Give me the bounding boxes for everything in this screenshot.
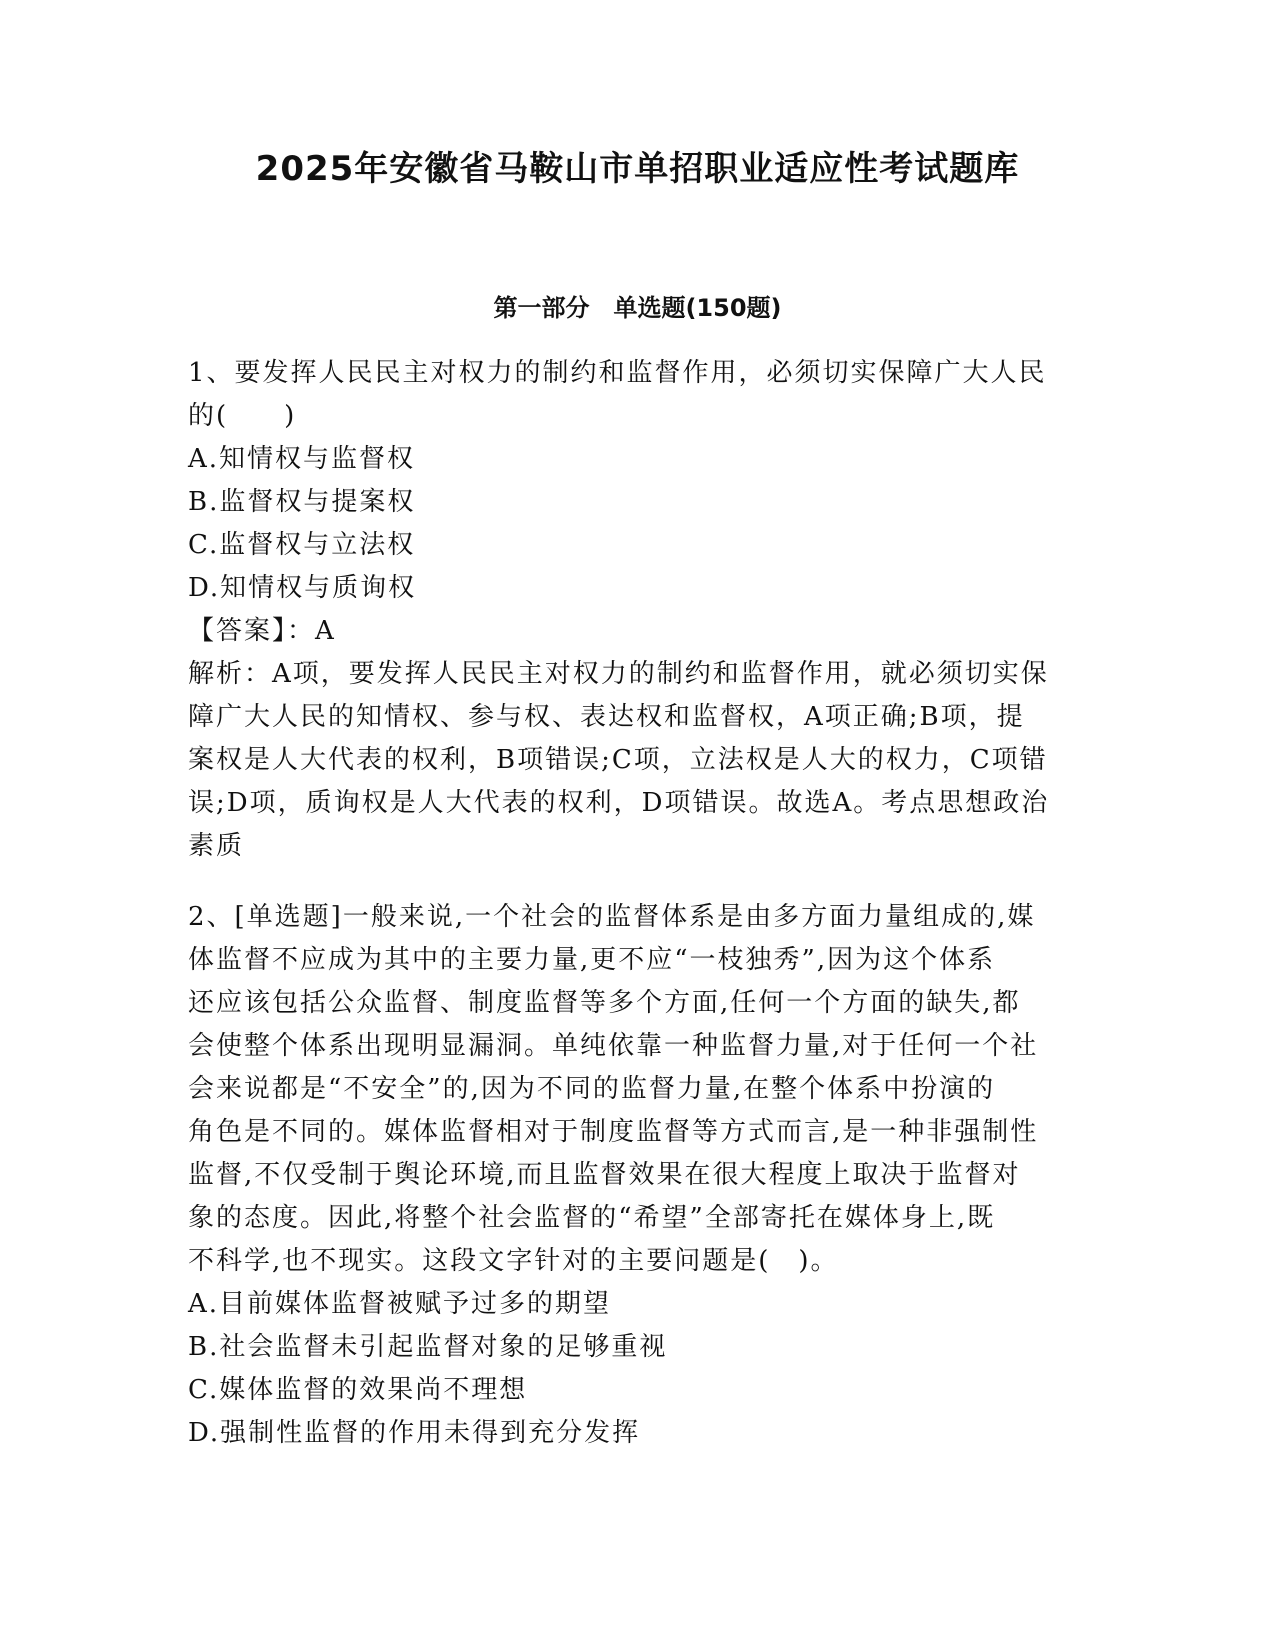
question-2-stem-line-5: 会来说都是“不安全”的,因为不同的监督力量,在整个体系中扮演的 <box>188 1074 996 1104</box>
question-2-option-c: C.媒体监督的效果尚不理想 <box>188 1375 528 1405</box>
question-1-stem-line-2: 的( ) <box>188 401 297 431</box>
question-1-answer: 【答案】：A <box>188 616 336 646</box>
question-1-analysis-line-2: 障广大人民的知情权、参与权、表达权和监督权，A项正确;B项，提 <box>188 702 1025 732</box>
question-2-stem-line-6: 角色是不同的。媒体监督相对于制度监督等方式而言,是一种非强制性 <box>188 1117 1039 1147</box>
question-2-stem-line-8: 象的态度。因此,将整个社会监督的“希望”全部寄托在媒体身上,既 <box>188 1203 996 1233</box>
question-1-analysis-line-4: 误;D项，质询权是人大代表的权利，D项错误。故选A。考点思想政治 <box>188 788 1050 818</box>
question-2-stem-line-1: 2、[单选题]一般来说,一个社会的监督体系是由多方面力量组成的,媒 <box>188 902 1036 932</box>
question-2-stem-line-9: 不科学,也不现实。这段文字针对的主要问题是( )。 <box>188 1246 839 1276</box>
question-1-analysis-line-1: 解析：A项，要发挥人民民主对权力的制约和监督作用，就必须切实保 <box>188 659 1049 689</box>
question-2-stem-line-2: 体监督不应成为其中的主要力量,更不应“一枝独秀”,因为这个体系 <box>188 945 996 975</box>
document-title: 2025年安徽省马鞍山市单招职业适应性考试题库 <box>255 149 1020 189</box>
question-1-option-b: B.监督权与提案权 <box>188 487 416 517</box>
question-2-stem-line-3: 还应该包括公众监督、制度监督等多个方面,任何一个方面的缺失,都 <box>188 988 1021 1018</box>
question-2-option-b: B.社会监督未引起监督对象的足够重视 <box>188 1332 668 1362</box>
question-1-option-c: C.监督权与立法权 <box>188 530 416 560</box>
question-1 <box>188 352 1088 868</box>
question-2-option-a: A.目前媒体监督被赋予过多的期望 <box>188 1289 612 1319</box>
question-1-analysis-line-5: 素质 <box>188 831 245 861</box>
question-1-option-d: D.知情权与质询权 <box>188 573 417 603</box>
question-2 <box>188 896 1088 1455</box>
question-1-stem-line-1: 1、要发挥人民民主对权力的制约和监督作用，必须切实保障广大人民 <box>188 358 1047 388</box>
question-2-option-d: D.强制性监督的作用未得到充分发挥 <box>188 1418 641 1448</box>
question-1-analysis-line-3: 案权是人大代表的权利，B项错误;C项，立法权是人大的权力，C项错 <box>188 745 1048 775</box>
question-1-option-a: A.知情权与监督权 <box>188 444 416 474</box>
question-2-stem-line-7: 监督,不仅受制于舆论环境,而且监督效果在很大程度上取决于监督对 <box>188 1160 1021 1190</box>
section-title: 第一部分 单选题(150题) <box>493 294 782 322</box>
question-2-stem-line-4: 会使整个体系出现明显漏洞。单纯依靠一种监督力量,对于任何一个社 <box>188 1031 1039 1061</box>
